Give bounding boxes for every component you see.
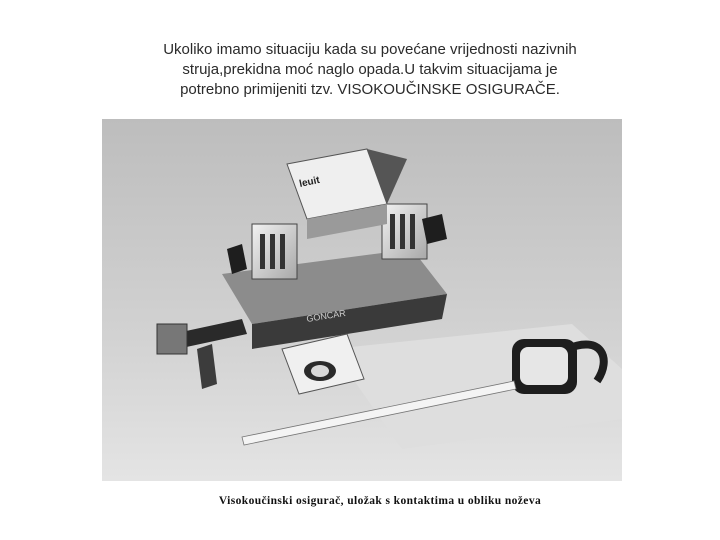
brand-label: GONCAR [305,307,347,324]
intro-paragraph [100,40,640,100]
figure-caption: Visokoučinski osigurač, uložak s kontaktima u obliku noževa [218,495,542,507]
fuse-photo [102,119,622,481]
intro-line-2: struja,prekidna moć naglo opada.U takvim situacijama je [182,61,558,78]
fuse-photo-drawing [102,119,622,481]
fuse-label: leuit [298,174,321,190]
intro-line-3: potrebno primijeniti tzv. VISOKOUČINSKE OSIGURAČE. [180,81,560,98]
intro-line-1: Ukoliko imamo situaciju kada su povećane vrijednosti nazivnih [163,41,577,58]
